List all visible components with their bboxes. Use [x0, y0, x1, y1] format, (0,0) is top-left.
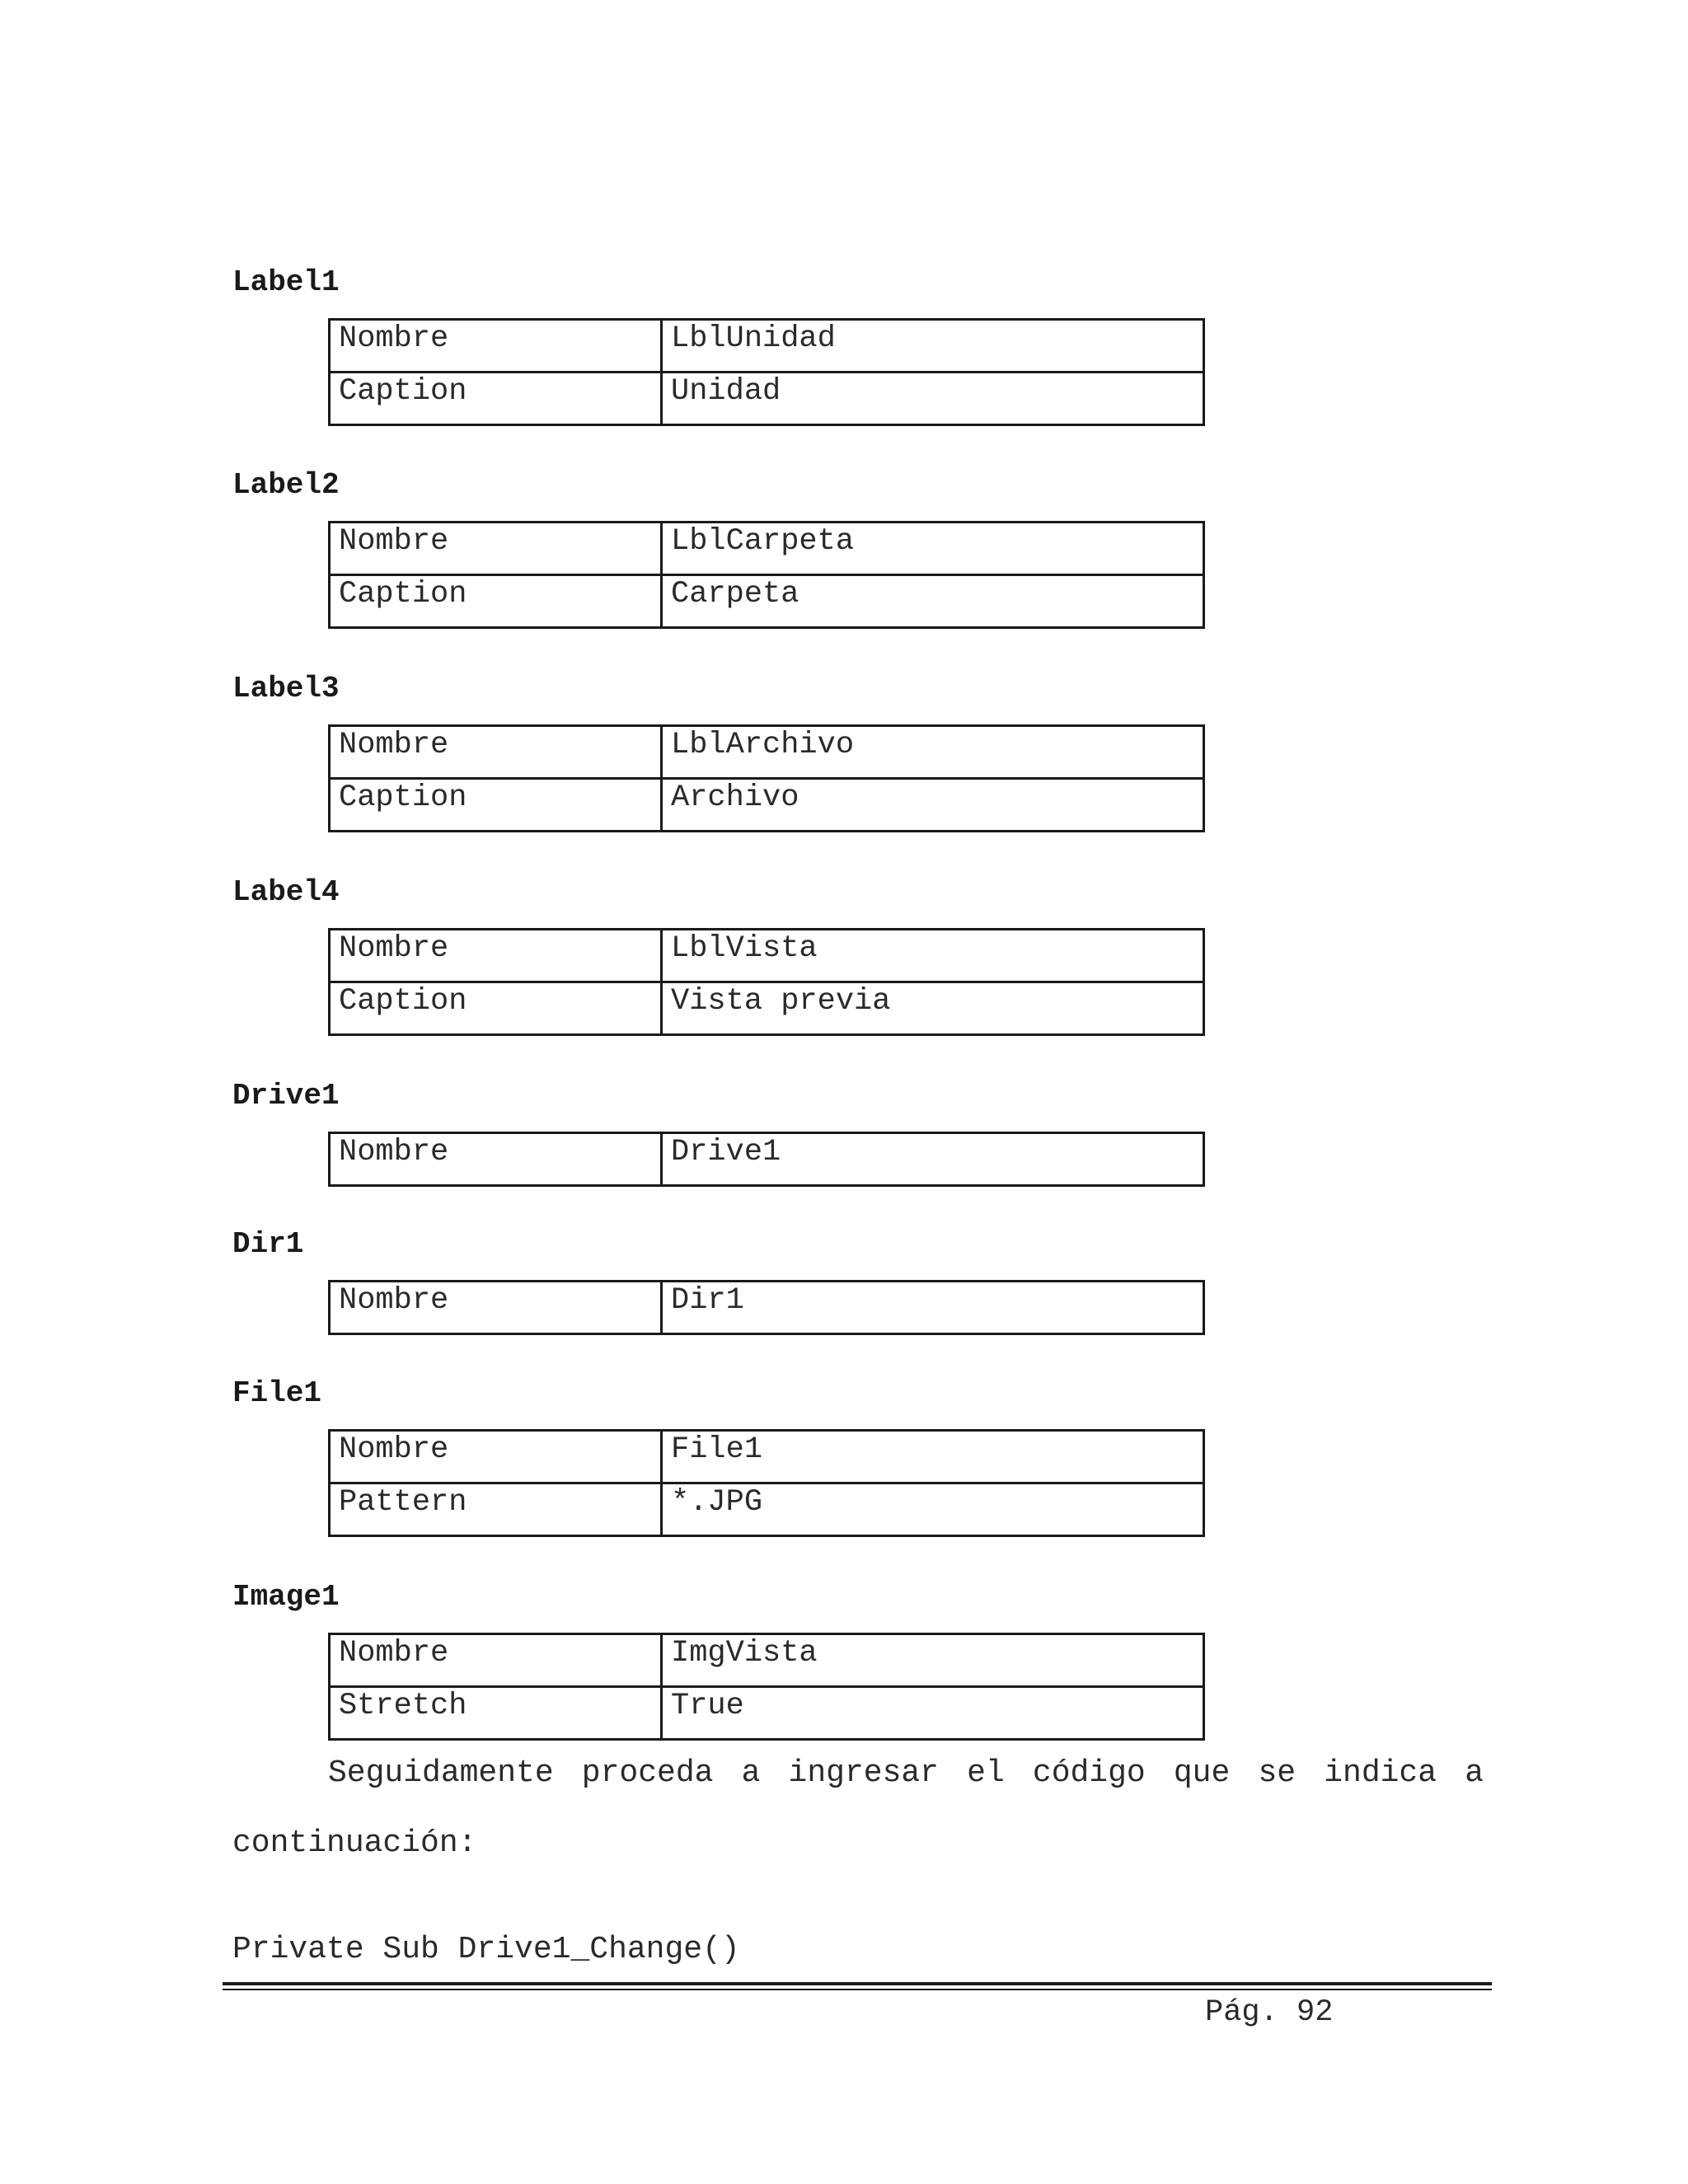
property-value-cell: LblUnidad [662, 320, 1204, 373]
property-table [328, 1429, 1205, 1537]
table-row [330, 779, 1204, 832]
section-heading: Label1 [232, 265, 340, 299]
property-value-cell: Unidad [662, 373, 1204, 425]
property-table [328, 1633, 1205, 1741]
page-number: Pág. 92 [1205, 1995, 1334, 2030]
table-row [330, 1133, 1204, 1186]
section-heading: Label4 [232, 875, 340, 909]
property-table [328, 318, 1205, 426]
property-value-cell: Carpeta [662, 575, 1204, 628]
property-name-cell: Nombre [330, 1431, 662, 1483]
section-heading: Label3 [232, 672, 340, 705]
property-name-cell: Stretch [330, 1687, 662, 1740]
property-value-cell: Drive1 [662, 1133, 1204, 1186]
table-row [330, 1431, 1204, 1483]
property-value-cell: LblCarpeta [662, 523, 1204, 575]
table-row [330, 523, 1204, 575]
section-heading: Label2 [232, 468, 340, 502]
property-value-cell: True [662, 1687, 1204, 1740]
table-row [330, 1634, 1204, 1687]
paragraph-line-1: Seguidamente proceda a ingresar el código que se indica a [328, 1755, 1484, 1791]
property-table [328, 928, 1205, 1036]
table-row [330, 930, 1204, 982]
table-row [330, 982, 1204, 1035]
property-table [328, 724, 1205, 832]
section-heading: Drive1 [232, 1079, 340, 1113]
section-heading: File1 [232, 1376, 322, 1410]
property-value-cell: Dir1 [662, 1282, 1204, 1334]
property-value-cell: *.JPG [662, 1483, 1204, 1536]
property-name-cell: Caption [330, 982, 662, 1035]
table-row [330, 373, 1204, 425]
property-name-cell: Caption [330, 373, 662, 425]
section-heading: Dir1 [232, 1227, 304, 1261]
section-heading: Image1 [232, 1580, 340, 1614]
table-row [330, 1282, 1204, 1334]
property-name-cell: Nombre [330, 930, 662, 982]
property-name-cell: Caption [330, 779, 662, 832]
property-name-cell: Pattern [330, 1483, 662, 1536]
table-row [330, 1687, 1204, 1740]
property-value-cell: Archivo [662, 779, 1204, 832]
property-table [328, 1132, 1205, 1187]
footer-rule [223, 1982, 1492, 1985]
property-table [328, 1280, 1205, 1335]
property-name-cell: Nombre [330, 1282, 662, 1334]
table-row [330, 726, 1204, 779]
property-value-cell: Vista previa [662, 982, 1204, 1035]
property-value-cell: ImgVista [662, 1634, 1204, 1687]
property-value-cell: LblVista [662, 930, 1204, 982]
property-name-cell: Caption [330, 575, 662, 628]
paragraph-line-2: continuación: [232, 1825, 477, 1861]
code-line: Private Sub Drive1_Change() [232, 1932, 740, 1967]
table-row [330, 320, 1204, 373]
property-name-cell: Nombre [330, 320, 662, 373]
property-name-cell: Nombre [330, 1634, 662, 1687]
property-name-cell: Nombre [330, 1133, 662, 1186]
table-row [330, 575, 1204, 628]
property-value-cell: File1 [662, 1431, 1204, 1483]
property-table [328, 521, 1205, 629]
footer-rule-thin [223, 1989, 1492, 1990]
property-name-cell: Nombre [330, 523, 662, 575]
property-name-cell: Nombre [330, 726, 662, 779]
property-value-cell: LblArchivo [662, 726, 1204, 779]
table-row [330, 1483, 1204, 1536]
